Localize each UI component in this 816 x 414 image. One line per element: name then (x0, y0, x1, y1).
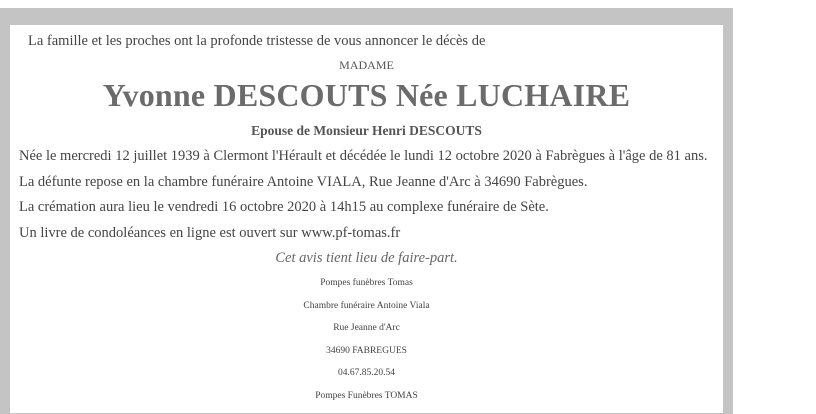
cremation-line: La crémation aura lieu le vendredi 16 octobre 2020 à 14h15 au complexe funéraire de Sète. (19, 199, 549, 215)
contact-signature: Pompes Funèbres TOMAS (315, 391, 418, 401)
deceased-name: Yvonne DESCOUTS Née LUCHAIRE (102, 77, 631, 113)
contact-company: Pompes funèbres Tomas (320, 278, 413, 288)
intro-text: La famille et les proches ont la profonde tristesse de vous annoncer le décès de (28, 33, 486, 49)
condolences-line: Un livre de condoléances en ligne est ouvert sur www.pf-tomas.fr (19, 225, 401, 241)
birth-death-line: Née le mercredi 12 juillet 1939 à Clermont l'Hérault et décédée le lundi 12 octobre 2020 à Fabrègues à l'âge de 81 ans. (19, 148, 708, 164)
notice-frame (0, 8, 733, 414)
contact-phone: 04.67.85.20.54 (338, 368, 395, 378)
title-madame: MADAME (339, 58, 394, 72)
contact-street: Rue Jeanne d'Arc (333, 323, 400, 333)
death-notice-card (10, 25, 723, 413)
spouse-line: Epouse de Monsieur Henri DESCOUTS (251, 123, 482, 138)
resting-place-line: La défunte repose en la chambre funéraire Antoine VIALA, Rue Jeanne d'Arc à 34690 Fabrègues. (19, 174, 588, 190)
contact-chamber: Chambre funéraire Antoine Viala (303, 301, 430, 311)
contact-city: 34690 FABREGUES (326, 346, 407, 356)
faire-part-notice: Cet avis tient lieu de faire-part. (275, 250, 458, 266)
